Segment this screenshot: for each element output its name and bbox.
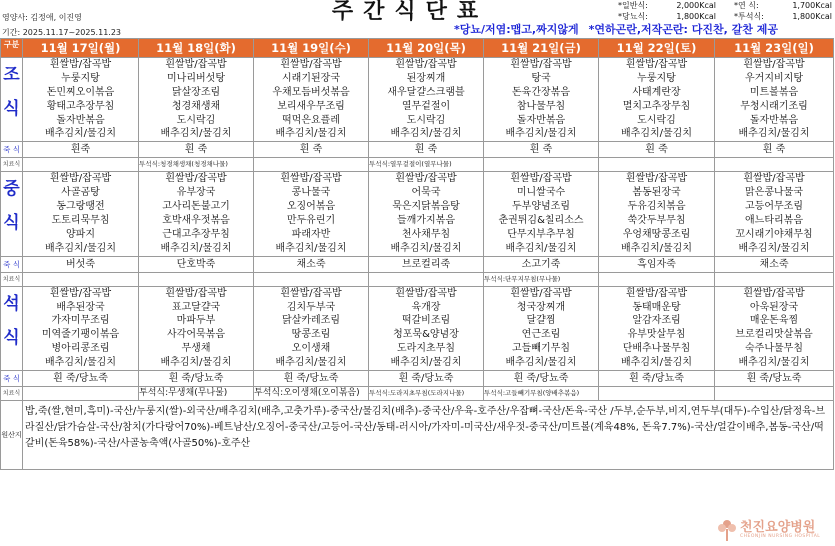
day-header: 11월 20일(목) xyxy=(369,39,484,58)
menu-cell xyxy=(369,286,484,370)
menu-item: 우거지비지탕 xyxy=(745,72,803,84)
menu-item: 흰쌀밥/잡곡밥 xyxy=(743,287,805,299)
therapy-cell xyxy=(715,158,834,172)
menu-item: 흰쌀밥/잡곡밥 xyxy=(625,287,688,299)
menu-item: 미니쌀국수 xyxy=(516,187,566,199)
menu-item: 사태계란장 xyxy=(632,86,681,98)
therapy-cell: 투석식:고들빼기무침(양배추볶음) xyxy=(484,387,599,401)
kcal-label: *투석식: xyxy=(734,12,764,21)
kcal-right xyxy=(734,0,832,22)
therapy-cell xyxy=(23,272,139,286)
menu-item: 배추김치/물김치 xyxy=(505,357,577,369)
kcal-row xyxy=(618,0,716,11)
menu-cell xyxy=(715,172,834,256)
kcal-value: 1,800Kcal xyxy=(792,12,832,21)
meal-row xyxy=(1,286,834,370)
menu-item: 청경채생채 xyxy=(171,100,221,112)
menu-item: 표고달걀국 xyxy=(171,301,221,313)
porridge-cell: 브로컬리죽 xyxy=(369,256,484,272)
menu-item: 김치두부국 xyxy=(286,301,336,313)
porridge-label: 죽 식 xyxy=(1,256,23,272)
menu-item: 병아리콩조림 xyxy=(51,343,110,355)
therapy-cell xyxy=(139,272,254,286)
menu-item: 묵은지닭볶음탕 xyxy=(392,201,460,213)
menu-cell xyxy=(23,58,139,142)
menu-item: 시래기된장국 xyxy=(282,72,340,84)
menu-item: 배추김치/물김치 xyxy=(390,357,462,369)
menu-item: 돌자반볶음 xyxy=(749,114,799,126)
menu-item: 배추김치/물김치 xyxy=(160,128,232,140)
day-header: 11월 21일(금) xyxy=(484,39,599,58)
menu-item: 배추김치/물김치 xyxy=(738,128,810,140)
therapy-label: 치료식 xyxy=(1,158,23,172)
menu-item: 두부양념조림 xyxy=(512,201,570,213)
porridge-cell: 흰 죽/당뇨죽 xyxy=(254,371,369,387)
menu-cell xyxy=(254,172,369,256)
menu-item: 열무겉절이 xyxy=(401,100,451,112)
menu-cell xyxy=(139,172,254,256)
porridge-cell: 흰죽 xyxy=(23,142,139,158)
menu-item: 황태고추장무침 xyxy=(46,100,115,112)
origin-label: 원산지 xyxy=(1,401,23,470)
menu-item: 도토리묵무침 xyxy=(51,215,110,227)
therapy-cell xyxy=(715,272,834,286)
therapy-cell xyxy=(254,158,369,172)
dietitians: 영양사: 김정애, 이진영 xyxy=(2,13,82,22)
menu-item: 배추김치/물김치 xyxy=(160,357,232,369)
menu-item: 배추김치/물김치 xyxy=(275,128,347,140)
origin-row xyxy=(1,401,834,470)
menu-item: 떡먹은요플레 xyxy=(282,114,340,126)
menu-item: 흰쌀밥/잡곡밥 xyxy=(510,173,572,185)
menu-item: 흰쌀밥/잡곡밥 xyxy=(49,287,112,299)
logo-english: CHEONJIN NURSING HOSPITAL xyxy=(740,534,821,539)
menu-item: 새우달걀스크램블 xyxy=(387,86,465,98)
menu-cell xyxy=(369,172,484,256)
porridge-cell: 흰 죽 xyxy=(715,142,834,158)
porridge-row xyxy=(1,142,834,158)
menu-item: 들깨가지볶음 xyxy=(397,215,455,227)
menu-item: 무청시래기조림 xyxy=(740,100,808,112)
porridge-cell: 흰 죽/당뇨죽 xyxy=(484,371,599,387)
meal-row xyxy=(1,172,834,256)
menu-item: 참나물무침 xyxy=(516,100,566,112)
therapy-cell xyxy=(599,272,715,286)
porridge-cell: 흰 죽/당뇨죽 xyxy=(369,371,484,387)
menu-item: 배추김치/물김치 xyxy=(505,128,577,140)
menu-item: 단배추나물무침 xyxy=(622,343,691,355)
menu-item: 떡갈비조림 xyxy=(401,315,451,327)
menu-item: 흰쌀밥/잡곡밥 xyxy=(49,173,112,185)
menu-item: 미역줄기팽이볶음 xyxy=(41,329,120,341)
menu-item: 흰쌀밥/잡곡밥 xyxy=(743,173,805,185)
menu-item: 흰쌀밥/잡곡밥 xyxy=(49,59,112,70)
day-header: 11월 22일(토) xyxy=(599,39,715,58)
therapy-cell xyxy=(369,272,484,286)
diet-note: *연하곤란,저작곤란: 다진찬, 갈찬 제공 xyxy=(588,23,778,36)
menu-item: 미나리버섯탕 xyxy=(167,72,225,84)
menu-item: 흰쌀밥/잡곡밥 xyxy=(743,59,805,70)
therapy-cell xyxy=(715,387,834,401)
menu-item: 멸치고추장무침 xyxy=(622,100,691,112)
porridge-cell: 흰 죽 xyxy=(254,142,369,158)
menu-item: 동태매운탕 xyxy=(632,301,681,313)
menu-item: 배추김치/물김치 xyxy=(45,128,116,140)
menu-item: 아욱된장국 xyxy=(749,301,799,313)
therapy-cell: 투석식:도라지초무침(도라지나물) xyxy=(369,387,484,401)
menu-item: 배추김치/물김치 xyxy=(738,242,810,254)
menu-item: 근대고추장무침 xyxy=(162,228,230,240)
menu-item: 고등어무조림 xyxy=(745,201,803,213)
meal-row xyxy=(1,58,834,142)
porridge-label: 죽 식 xyxy=(1,142,23,158)
menu-item: 쑥갓두부무침 xyxy=(627,215,686,227)
therapy-cell: 투석식:청경채생채(청경채나물) xyxy=(139,158,254,172)
menu-item: 사각어묵볶음 xyxy=(167,329,225,341)
menu-item: 배추김치/물김치 xyxy=(390,128,462,140)
menu-item: 흰쌀밥/잡곡밥 xyxy=(165,173,227,185)
therapy-cell xyxy=(599,387,715,401)
menu-item: 꼬시래기야채무침 xyxy=(735,228,813,240)
menu-item: 양파지 xyxy=(66,228,95,240)
menu-item: 애느타리볶음 xyxy=(745,215,803,227)
menu-item: 만두유린기 xyxy=(286,215,336,227)
menu-item: 흰쌀밥/잡곡밥 xyxy=(280,287,342,299)
menu-item: 고사리돈불고기 xyxy=(162,201,230,213)
menu-item: 돌자반볶음 xyxy=(516,114,566,126)
menu-item: 오이생채 xyxy=(291,343,331,355)
porridge-cell: 흰 죽 xyxy=(139,142,254,158)
menu-item: 도시락김 xyxy=(176,114,216,126)
menu-item: 배추김치/물김치 xyxy=(45,242,116,254)
menu-item: 콩나물국 xyxy=(291,187,331,199)
menu-item: 된장찌개 xyxy=(406,72,446,84)
menu-item: 매운돈육찜 xyxy=(749,315,799,327)
porridge-cell: 흰 죽 xyxy=(369,142,484,158)
therapy-cell xyxy=(599,158,715,172)
menu-item: 흰쌀밥/잡곡밥 xyxy=(625,173,688,185)
header-info xyxy=(2,10,121,40)
menu-cell xyxy=(23,286,139,370)
porridge-cell: 흰 죽 xyxy=(484,142,599,158)
menu-item: 숙주나물무침 xyxy=(745,343,803,355)
menu-item: 어묵국 xyxy=(411,187,441,199)
menu-item: 단무지부추무침 xyxy=(507,228,575,240)
porridge-cell: 버섯죽 xyxy=(23,256,139,272)
therapy-cell: 투석식:열무겉절이(열무나물) xyxy=(369,158,484,172)
logo-flower-icon xyxy=(716,516,738,542)
menu-item: 육개장 xyxy=(411,301,441,313)
menu-item: 흰쌀밥/잡곡밥 xyxy=(510,59,572,70)
menu-item: 배추김치/물김치 xyxy=(621,128,692,140)
menu-item: 우채모듬버섯볶음 xyxy=(272,86,350,98)
porridge-cell: 소고기죽 xyxy=(484,256,599,272)
diet-notes xyxy=(454,21,834,37)
menu-item: 오징어볶음 xyxy=(286,201,336,213)
menu-item: 배추김치/물김치 xyxy=(621,357,692,369)
menu-item: 흰쌀밥/잡곡밥 xyxy=(395,173,457,185)
diet-note: *당뇨/저염:맵고,짜지않게 xyxy=(454,23,579,36)
menu-item: 맑은콩나물국 xyxy=(745,187,803,199)
menu-item: 마파두부 xyxy=(176,315,216,327)
porridge-cell: 단호박죽 xyxy=(139,256,254,272)
menu-item: 파래자반 xyxy=(291,228,331,240)
menu-item: 유부장국 xyxy=(176,187,216,199)
menu-item: 흰쌀밥/잡곡밥 xyxy=(165,59,227,70)
porridge-cell: 흰 죽/당뇨죽 xyxy=(715,371,834,387)
menu-item: 누룽지탕 xyxy=(637,72,676,84)
menu-item: 사골곰탕 xyxy=(61,187,100,199)
menu-item: 흰쌀밥/잡곡밥 xyxy=(280,173,342,185)
menu-item: 닭살장조림 xyxy=(171,86,221,98)
menu-item: 두유김치볶음 xyxy=(627,201,686,213)
kcal-value: 1,800Kcal xyxy=(676,12,716,21)
therapy-cell: 투석식:단무지무침(무나물) xyxy=(484,272,599,286)
menu-item: 유부맛살무침 xyxy=(627,329,686,341)
menu-cell xyxy=(599,172,715,256)
menu-item: 알감자조림 xyxy=(632,315,681,327)
menu-item: 동그랑땡전 xyxy=(56,201,105,213)
therapy-cell xyxy=(254,272,369,286)
period: 기간: 2025.11.17~2025.11.23 xyxy=(2,28,122,37)
menu-item: 땅콩조림 xyxy=(291,329,331,341)
menu-cell xyxy=(599,58,715,142)
kcal-row xyxy=(734,0,832,11)
menu-item: 천사채무침 xyxy=(401,228,451,240)
menu-item: 달걀찜 xyxy=(526,315,556,327)
origin-text: 밥,죽(쌀,현미,흑미)-국산/누룽지(쌀)-외국산/배추김치(배추,고춧가루)-중국산/물김치(배추)-중국산/우육-호주산/우잡뼈-국산/돈육-국산 /두부,순두부,비지,연두부(대두)-수입산/닭정육-브라질산/닭가슴살-국산/참치(가다랑어70%)-베트남산/오징어-중국산/고등어-국산/동태-러시아/가자미-미국산/새우젓-중국산/미트볼(계육48%, 돈육7.7%)-국산/얼갈이배추,봄동-국산/떡갈비(돈육58%)-국산/사골농축액(사골50%)-호주산 xyxy=(25,406,826,450)
menu-item: 연근조림 xyxy=(521,329,561,341)
menu-item: 돌자반볶음 xyxy=(56,114,105,126)
menu-item: 가자미무조림 xyxy=(51,315,110,327)
therapy-cell xyxy=(484,158,599,172)
menu-cell xyxy=(23,172,139,256)
menu-item: 도라지초무침 xyxy=(397,343,455,355)
menu-item: 흰쌀밥/잡곡밥 xyxy=(395,59,457,70)
meal-label: 중 식 xyxy=(1,172,23,256)
porridge-cell: 흰 죽/당뇨죽 xyxy=(23,371,139,387)
menu-item: 배추김치/물김치 xyxy=(738,357,810,369)
therapy-row xyxy=(1,272,834,286)
kcal-left xyxy=(618,0,716,22)
menu-cell xyxy=(139,58,254,142)
menu-item: 배추김치/물김치 xyxy=(621,242,692,254)
menu-item: 흰쌀밥/잡곡밥 xyxy=(280,59,342,70)
menu-item: 미트볼볶음 xyxy=(749,86,799,98)
weekly-menu-table xyxy=(0,38,834,470)
day-header: 11월 18일(화) xyxy=(139,39,254,58)
menu-cell xyxy=(254,58,369,142)
therapy-cell: 투석식:무생채(무나물) xyxy=(139,387,254,401)
therapy-cell xyxy=(23,158,139,172)
kcal-label: *연 식: xyxy=(734,1,759,10)
menu-item: 도시락김 xyxy=(406,114,446,126)
kcal-label: *당뇨식: xyxy=(618,12,648,21)
therapy-cell: 투석식:오이생채(오이볶음) xyxy=(254,387,369,401)
kcal-value: 2,000Kcal xyxy=(676,1,716,10)
porridge-row xyxy=(1,256,834,272)
menu-item: 고들빼기무침 xyxy=(512,343,570,355)
menu-item: 청포묵&양념장 xyxy=(393,329,459,341)
kcal-label: *일반식: xyxy=(618,1,648,10)
menu-item: 닭살카레조림 xyxy=(282,315,340,327)
corner-cell: 구분 xyxy=(1,39,23,58)
menu-item: 배추김치/물김치 xyxy=(275,242,347,254)
menu-item: 배추김치/물김치 xyxy=(505,242,577,254)
therapy-label: 치료식 xyxy=(1,387,23,401)
menu-item: 도시락김 xyxy=(637,114,676,126)
menu-cell xyxy=(369,58,484,142)
menu-cell xyxy=(715,58,834,142)
porridge-label: 죽 식 xyxy=(1,371,23,387)
meal-label: 석 식 xyxy=(1,286,23,370)
menu-item: 배추김치/물김치 xyxy=(275,357,347,369)
menu-item: 춘권튀김&칠리소스 xyxy=(498,215,584,227)
menu-item: 배추김치/물김치 xyxy=(45,357,116,369)
porridge-cell: 채소죽 xyxy=(254,256,369,272)
menu-cell xyxy=(599,286,715,370)
menu-cell xyxy=(715,286,834,370)
menu-cell xyxy=(254,286,369,370)
kcal-value: 1,700Kcal xyxy=(792,1,832,10)
menu-item: 호박새우젓볶음 xyxy=(162,215,230,227)
origin-cell xyxy=(23,401,834,470)
menu-item: 무생채 xyxy=(181,343,211,355)
header-row xyxy=(1,39,834,58)
menu-cell xyxy=(484,172,599,256)
menu-item: 배추김치/물김치 xyxy=(160,242,232,254)
porridge-cell: 흰 죽/당뇨죽 xyxy=(599,371,715,387)
menu-item: 누룽지탕 xyxy=(61,72,100,84)
menu-item: 흰쌀밥/잡곡밥 xyxy=(395,287,457,299)
logo-name: 천진요양병원 xyxy=(740,520,816,535)
menu-item: 배추된장국 xyxy=(56,301,105,313)
day-header: 11월 23일(일) xyxy=(715,39,834,58)
menu-item: 우엉채땅콩조림 xyxy=(622,228,691,240)
porridge-row xyxy=(1,371,834,387)
porridge-cell: 흰 죽/당뇨죽 xyxy=(139,371,254,387)
porridge-cell: 흑임자죽 xyxy=(599,256,715,272)
menu-item: 돈육간장볶음 xyxy=(512,86,570,98)
menu-item: 흰쌀밥/잡곡밥 xyxy=(510,287,572,299)
menu-item: 배추김치/물김치 xyxy=(390,242,462,254)
menu-item: 브로컬리맛살볶음 xyxy=(735,329,813,341)
menu-cell xyxy=(139,286,254,370)
therapy-row xyxy=(1,158,834,172)
menu-item: 탕국 xyxy=(531,72,551,84)
menu-item: 봄동된장국 xyxy=(632,187,681,199)
page-title: 주간식단표 xyxy=(331,0,489,24)
menu-item: 청국장찌개 xyxy=(516,301,566,313)
porridge-cell: 흰 죽 xyxy=(599,142,715,158)
menu-cell xyxy=(484,286,599,370)
menu-item: 돈민찌오이볶음 xyxy=(46,86,115,98)
therapy-label: 치료식 xyxy=(1,272,23,286)
therapy-cell xyxy=(23,387,139,401)
menu-cell xyxy=(484,58,599,142)
day-header: 11월 19일(수) xyxy=(254,39,369,58)
hospital-logo xyxy=(716,516,832,544)
day-header: 11월 17일(월) xyxy=(23,39,139,58)
meal-label: 조 식 xyxy=(1,58,23,142)
therapy-row xyxy=(1,387,834,401)
menu-item: 흰쌀밥/잡곡밥 xyxy=(625,59,688,70)
menu-item: 흰쌀밥/잡곡밥 xyxy=(165,287,227,299)
menu-item: 보리새우무조림 xyxy=(277,100,345,112)
porridge-cell: 채소죽 xyxy=(715,256,834,272)
